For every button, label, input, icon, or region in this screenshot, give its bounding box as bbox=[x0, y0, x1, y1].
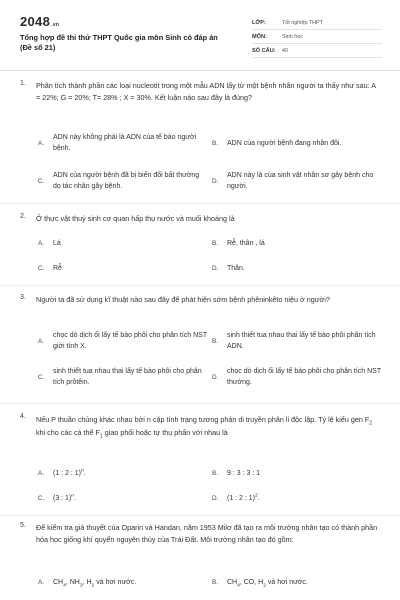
question-number: 3. bbox=[20, 294, 26, 301]
option-letter: B. bbox=[212, 579, 219, 586]
option-text: ADN này là của sinh vật nhân sơ gây bệnh cho người. bbox=[227, 172, 374, 190]
subscript: 1 bbox=[99, 433, 103, 440]
formula-part: CH bbox=[53, 579, 64, 586]
question-text: Để kiểm tra giả thuyết của Oparin và Handan, năm 1953 Milơ đã tạo ra môi trường nhân tạo có thành phần hóa học giống khí quyển nguyên thủy của Trái Đất. Môi trường nhân tạo đó gồm: bbox=[36, 523, 378, 544]
header-divider bbox=[0, 70, 400, 71]
question-text: Phân tích thành phần các loại nucleotit trong một mẫu ADN lấy từ một bệnh nhân người ta thấy như sau: A = 22%; G = 20%; T= 28% ; X = 30%. Kết luận nào sau đây là đúng? bbox=[36, 81, 376, 102]
meta-key: LỚP: bbox=[252, 19, 266, 26]
question-5 bbox=[20, 522, 382, 596]
question-text: Ở thực vật thuỷ sinh cơ quan hấp thụ nước và muối khoáng là bbox=[36, 214, 235, 223]
brand-name: 2048 bbox=[20, 14, 51, 29]
option-text: Thân. bbox=[227, 265, 245, 272]
option-text: ADN của người bệnh đã bị biến đổi bất thường do tác nhân gây bệnh. bbox=[53, 172, 200, 190]
option-text bbox=[227, 493, 382, 504]
option-text: chọc dò dịch ối lấy tế bào phôi cho phân tích NST giới tính X. bbox=[53, 332, 207, 350]
option-text: Rễ, thân , lá bbox=[227, 240, 265, 247]
option-text: ADN của người bệnh đang nhân đôi. bbox=[227, 140, 342, 147]
question-text-part: giao phối hoặc tự thụ phấn với nhau là bbox=[102, 428, 228, 437]
option-text-main: (1 : 2 : 1) bbox=[227, 495, 256, 502]
option-letter: C. bbox=[38, 374, 45, 381]
superscript: n bbox=[81, 468, 84, 474]
brand-suffix: .vn bbox=[51, 22, 60, 28]
option-text-main: (3 : 1) bbox=[53, 495, 72, 502]
formula-part: và hơi nước. bbox=[265, 579, 308, 586]
subscript: 2 bbox=[91, 583, 95, 589]
subscript: 2 bbox=[369, 420, 373, 427]
superscript: 2 bbox=[255, 493, 258, 499]
subscript: 4 bbox=[63, 583, 66, 589]
brand-logo[interactable] bbox=[20, 14, 59, 29]
option-text-tail: . bbox=[83, 470, 86, 477]
option-letter: B. bbox=[212, 140, 219, 147]
superscript: n bbox=[71, 493, 75, 499]
option-text bbox=[53, 577, 208, 588]
option-letter: D. bbox=[212, 374, 219, 381]
question-2 bbox=[20, 213, 382, 279]
subscript: 2 bbox=[263, 583, 266, 589]
option-text bbox=[227, 468, 382, 479]
question-1 bbox=[20, 80, 382, 198]
option-letter: A. bbox=[38, 579, 45, 586]
option-text: Lá bbox=[53, 240, 61, 247]
option-letter: A. bbox=[38, 338, 45, 345]
formula-part: và hơi nước. bbox=[94, 579, 137, 586]
option-text bbox=[53, 493, 208, 504]
option-text-tail: . bbox=[257, 495, 260, 502]
option-text: sinh thiết tua nhau thai lấy tế bào phôi phân tích ADN. bbox=[227, 332, 376, 350]
question-text-part: khi cho các cá thể F bbox=[36, 428, 100, 437]
option-letter: C. bbox=[38, 178, 45, 185]
document-header bbox=[20, 12, 382, 64]
question-number: 2. bbox=[20, 213, 26, 220]
option-letter: C. bbox=[38, 265, 45, 272]
formula-part: , H bbox=[82, 579, 92, 586]
option-text-main: 9 : 3 : 3 : 1 bbox=[227, 470, 261, 477]
meta-key: SỐ CÂU: bbox=[252, 47, 276, 54]
page-title: Tổng hợp đề thi thử THPT Quốc gia môn Sinh có đáp án (Đề số 21) bbox=[20, 33, 218, 52]
question-number: 4. bbox=[20, 413, 26, 420]
option-letter: C. bbox=[38, 495, 45, 502]
option-text-tail: . bbox=[74, 495, 76, 502]
question-number: 5. bbox=[20, 522, 26, 529]
formula-part: CH bbox=[227, 579, 238, 586]
option-text: sinh thiết tua nhau thai lấy tế bào phôi cho phân tích prôtêin. bbox=[53, 368, 202, 386]
option-letter: B. bbox=[212, 470, 219, 477]
option-letter: A. bbox=[38, 240, 45, 247]
meta-row-class bbox=[252, 16, 382, 30]
question-text: Người ta đã sử dụng kĩ thuật nào sau đây để phát hiện sớm bệnh phêninkêto niệu ở người? bbox=[36, 295, 330, 304]
question-text bbox=[36, 413, 381, 439]
question-divider bbox=[0, 285, 400, 286]
option-letter: A. bbox=[38, 470, 45, 477]
option-text-main: (1 : 2 : 1) bbox=[53, 470, 82, 477]
question-number: 1. bbox=[20, 80, 26, 87]
option-text: Rễ bbox=[53, 265, 62, 272]
meta-row-subject bbox=[252, 30, 382, 44]
meta-key: MÔN: bbox=[252, 33, 267, 40]
meta-value: 40 bbox=[282, 47, 288, 54]
option-letter: B. bbox=[212, 338, 219, 345]
option-letter: D. bbox=[212, 495, 219, 502]
meta-value: Sinh học bbox=[282, 33, 303, 40]
option-letter: D. bbox=[212, 178, 219, 185]
meta-value: Tốt nghiệp THPT bbox=[282, 19, 323, 26]
question-divider bbox=[0, 515, 400, 516]
subscript: 4 bbox=[237, 583, 240, 589]
option-text: chọc dò dịch ối lấy tế bào phôi cho phân tích NST thường. bbox=[227, 368, 381, 386]
question-text-part: Nếu P thuần chủng khác nhau bởi n cặp tính trạng tương phản di truyền phân li độc lập. Tỷ lệ kiểu gen F bbox=[36, 415, 370, 424]
option-text bbox=[53, 468, 208, 479]
formula-part: , CO, H bbox=[239, 579, 264, 586]
formula-part: , NH bbox=[65, 579, 80, 586]
option-letter: B. bbox=[212, 240, 219, 247]
question-divider bbox=[0, 403, 400, 404]
question-divider bbox=[0, 203, 400, 204]
meta-table bbox=[252, 16, 382, 58]
question-3 bbox=[20, 294, 382, 398]
meta-row-count bbox=[252, 44, 382, 58]
question-4 bbox=[20, 413, 382, 511]
option-text: ADN này không phải là ADN của tế bào người bệnh. bbox=[53, 134, 197, 152]
option-letter: D. bbox=[212, 265, 219, 272]
option-text bbox=[227, 577, 382, 588]
option-letter: A. bbox=[38, 140, 45, 147]
subscript: 3 bbox=[79, 583, 83, 589]
